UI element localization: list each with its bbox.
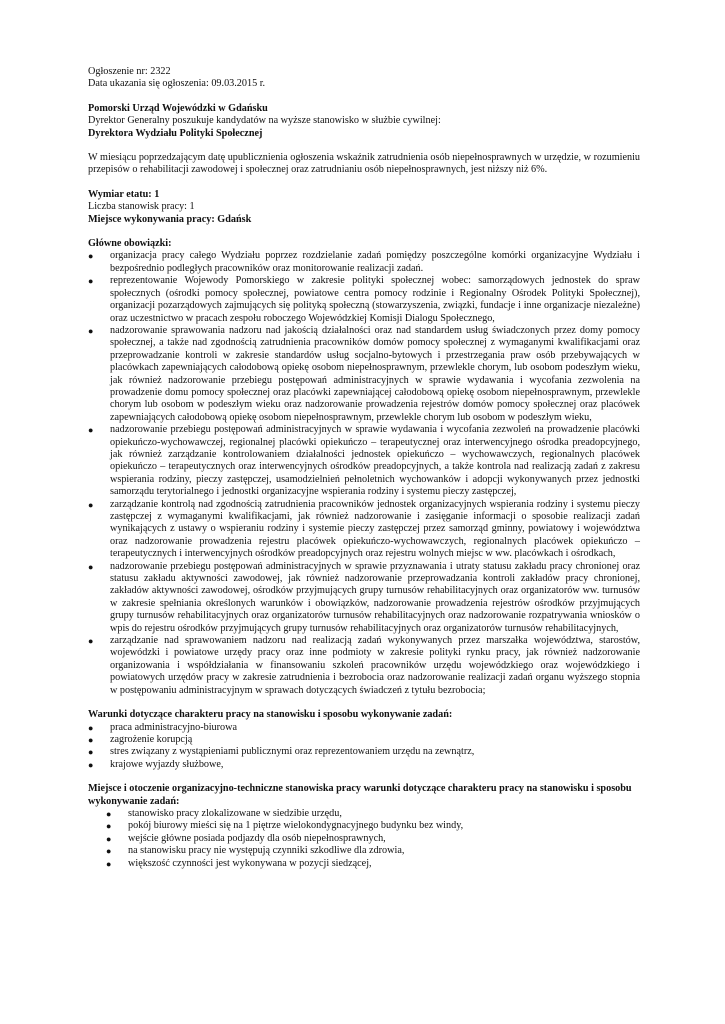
positions-count: Liczba stanowisk pracy: 1 <box>88 201 195 213</box>
position-title: Dyrektora Wydziału Polityki Społecznej <box>88 127 263 139</box>
bullet-icon: ● <box>88 499 94 510</box>
bullet-icon: ● <box>88 251 94 262</box>
list-item: ● pokój biurowy mieści się na 1 piętrze wielokondygnacyjnego budynku bez windy, <box>106 820 464 832</box>
document-page <box>88 66 640 870</box>
bullet-icon: ● <box>88 325 94 336</box>
bullet-icon: ● <box>88 747 94 758</box>
duties-heading: Główne obowiązki: <box>88 238 172 250</box>
list-item: ● praca administracyjno-biurowa <box>88 721 238 733</box>
bullet-icon: ● <box>106 808 112 819</box>
bullet-icon: ● <box>88 759 94 770</box>
bullet-icon: ● <box>106 821 112 832</box>
list-item: ● krajowe wyjazdy służbowe, <box>88 758 224 770</box>
list-item: ● stres związany z wystąpieniami publicznymi oraz reprezentowaniem urzędu na zewnątrz, <box>88 746 475 758</box>
bullet-icon: ● <box>106 858 112 869</box>
list-item: ● zarządzanie nad sprawowaniem nadzoru nad realizacją zadań wykonywanych przez marszałka województwa, starostów, wojewódzki i powiatowe urzędy pracy oraz inne podmioty w zakresie polityki rynku pracy, jak również nadzorowanie organizowania i współdziałania w finansowaniu szkoleń pracowników urzędu wojewódzkiego oraz wojewódzkiego i powiatowych urzędów pracy w zakresie zatrudnienia i bezrobocia oraz nadzorowanie realizacji zadań organu wyższego stopnia w postępowaniu administracyjnym w sprawach dotyczących świadczeń z tytułu bezrobocia; <box>88 635 640 696</box>
list-item: ● zarządzanie kontrolą nad zgodnością zatrudnienia pracowników jednostek organizacyjnych wspierania rodziny i systemu pieczy zastępczej z wymaganymi kwalifikacjami, jak również nadzorowanie i zasięganie informacji o sposobie realizacji zadań wynikających z ustawy o wspieraniu rodziny i systemie pieczy zastępczej przez samorząd gminny, powiatowy i województwa oraz nadzorowanie prowadzenia rejestru placówek opiekuńczo-wychowawczych, regionalnych placówek opiekuńczo – terapeutycznych i interwencyjnych ośrodków preadopcyjnych oraz rejestru wolnych miejsc w ww. placówkach i ośrodkach, <box>88 498 640 560</box>
publication-date: Data ukazania się ogłoszenia: 09.03.2015 r. <box>88 78 266 90</box>
bullet-icon: ● <box>106 846 112 857</box>
list-item: ● zagrożenie korupcją <box>88 733 193 745</box>
bullet-icon: ● <box>88 561 94 572</box>
work-conditions-heading: Warunki dotyczące charakteru pracy na stanowisku i sposobu wykonywanie zadań: <box>88 709 453 721</box>
employment-indicator: W miesiącu poprzedzającym datę upublicznienia ogłoszenia wskaźnik zatrudnienia osób niepełnosprawnych w urzędzie, w rozumieniu przepisów o rehabilitacji zawodowej i społecznej oraz zatrudnianiu osób niepełnosprawnych, jest niższy niż 6%. <box>88 152 640 176</box>
bullet-icon: ● <box>106 833 112 844</box>
office-name: Pomorski Urząd Wojewódzki w Gdańsku <box>88 102 268 114</box>
list-item: ● stanowisko pracy zlokalizowane w siedzibie urzędu, <box>106 807 342 819</box>
list-item: ● większość czynności jest wykonywana w pozycji siedzącej, <box>106 857 372 869</box>
list-item: ● organizacja pracy całego Wydziału poprzez rozdzielanie zadań pomiędzy poszczególne komórki organizacyjne Wydziału i bezpośrednio podległych pracowników oraz monitorowanie realizacji zadań. <box>88 250 640 274</box>
list-item: ● na stanowisku pracy nie występują czynniki szkodliwe dla zdrowia, <box>106 845 405 857</box>
list-item: ● nadzorowanie przebiegu postępowań administracyjnych w sprawie wydawania i wycofania zezwoleń na prowadzenie placówki opiekuńczo-wychowawczej, regionalnej placówki opiekuńczo – terapeutycznej oraz interwencyjnego ośrodka preadopcyjnego, jak również zarządzanie kontrolowaniem działalności jednostek opiekuńczo – wychowawczych, regionalnych placówek opiekuńczo – terapeutycznych oraz interwencyjnych ośrodków preadopcyjnych, a także kontrola nad realizacją zadań z zakresu wspierania rodziny, pieczy zastępczej, usamodzielnień pełnoletnich wychowanków i adopcji wykonywanych przez jednostki samorządu terytorialnego i jednostki organizacyjne wspierania rodziny i systemu pieczy zastępczej, <box>88 424 640 498</box>
list-item: ● wejście główne posiada podjazdy dla osób niepełnosprawnych, <box>106 832 386 844</box>
list-item: ● nadzorowanie sprawowania nadzoru nad jakością działalności oraz nad standardem usług świadczonych przez domy pomocy społecznej, a także nad zgodnością zatrudnienia pracowników domów pomocy społecznej z wymaganymi kwalifikacjami oraz przeprowadzanie kontroli w zakresie standardów usług socjalno-bytowych i przestrzegania praw osób przebywających w placówkach zapewniających całodobową opiekę osobom niepełnosprawnym, przewlekle chorym, lub osobom podeszłym wieku, jak również nadzorowanie przebiegu postępowań administracyjnych w sprawie wydawania i wycofania zezwolenia na prowadzenie domu pomocy społecznej oraz placówki zapewniającej całodobową opiekę osobom niepełnosprawnym, przewlekle chorym lub osobom w podeszłym wieku oraz nadzorowanie prowadzenia rejestrów domów pomocy społecznej oraz placówek zapewniających całodobową opiekę osobom niepełnosprawnym, przewlekle chorym lub osobom w podeszłym wieku, <box>88 324 640 423</box>
bullet-icon: ● <box>88 425 94 436</box>
duties-list <box>88 250 640 697</box>
bullet-icon: ● <box>88 734 94 745</box>
list-item: ● reprezentowanie Wojewody Pomorskiego w zakresie polityki społecznej wobec: samorządowych jednostek do spraw społecznych (ośrodki pomocy społecznej, powiatowe centra pomocy rodzinie i Regionalny Ośrodek Polityki Społecznej), organizacji pozarządowych zajmujących się polityką społeczną (stowarzyszenia, związki, fundacje i inne organizacje niezależne) oraz uczestnictwo w pracach zespołu roboczego Wojewódzkiej Komisji Dialogu Społecznego, <box>88 275 640 324</box>
notice-number: Ogłoszenie nr: 2322 <box>88 66 171 77</box>
office-intro: Dyrektor Generalny poszukuje kandydatów na wyższe stanowisko w służbie cywilnej: <box>88 115 441 127</box>
fte: Wymiar etatu: 1 <box>88 188 160 200</box>
bullet-icon: ● <box>88 276 94 287</box>
workplace-list <box>88 808 640 870</box>
work-conditions-list <box>88 722 640 772</box>
work-location: Miejsce wykonywania pracy: Gdańsk <box>88 213 252 225</box>
workplace-heading: Miejsce i otoczenie organizacyjno-techniczne stanowiska pracy warunki dotyczące charakteru pracy na stanowisku i sposobu wykonywanie zadań: <box>88 783 632 807</box>
bullet-icon: ● <box>88 636 94 647</box>
bullet-icon: ● <box>88 722 94 733</box>
list-item: ● nadzorowanie przebiegu postępowań administracyjnych w sprawie przyznawania i utraty statusu zakładu pracy chronionej oraz statusu zakładu aktywności zawodowej, jak również nadzorowanie przeprowadzania kontroli zakładów pracy chronionej, zakładów aktywności zawodowej, ośrodków przyjmujących grupy turnusów rehabilitacyjnych oraz organizatorów ww. turnusów w zakresie spełniania określonych warunków i obowiązków, nadzorowanie prowadzenia rejestrów ośrodków przyjmujących grupy turnusów rehabilitacyjnych oraz organizatorów turnusów rehabilitacyjnych oraz nadzorowanie rozpatrywania wniosków o wpis do rejestru ośrodków przyjmujących grupy turnusów rehabilitacyjnych oraz organizatorów turnusów rehabilitacyjnych, <box>88 560 640 634</box>
